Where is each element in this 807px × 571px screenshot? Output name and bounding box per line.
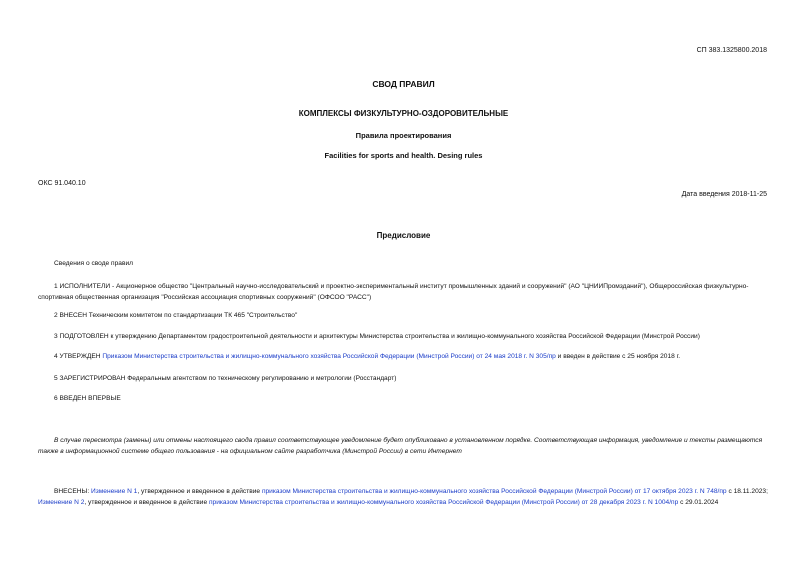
- oks-code: ОКС 91.040.10: [38, 180, 86, 187]
- change-1-date: с 18.11.2023;: [726, 488, 768, 495]
- document-number: СП 383.1325800.2018: [696, 47, 767, 54]
- revision-note: В случае пересмотра (замены) или отмены настоящего свода правил соответствующее уведомление будет опубликовано в установленном порядке. Соответствующая информация, уведомление и тексты размещаются также в информационной системе общего пользования - на официальном сайте разработчика (Минстрой России) в сети Интернет: [38, 437, 763, 455]
- change-2-link[interactable]: Изменение N 2: [38, 499, 85, 506]
- approved-prefix: 4 УТВЕРЖДЕН: [54, 353, 103, 360]
- paragraph-introduced: 2 ВНЕСЕН Техническим комитетом по стандартизации ТК 465 "Строительство": [54, 312, 298, 319]
- order-1-link[interactable]: приказом Министерства строительства и жилищно-коммунального хозяйства Российской Федерации (Минстрой России) от 17 октября 2023 г. N 748/пр: [261, 488, 727, 495]
- changes-paragraph: [38, 486, 771, 508]
- document-title: КОМПЛЕКСЫ ФИЗКУЛЬТУРНО-ОЗДОРОВИТЕЛЬНЫЕ: [298, 109, 509, 118]
- change-2-date: с 29.01.2024: [678, 499, 719, 506]
- document-subtitle: Правила проектирования: [355, 131, 452, 140]
- paragraph-executors: 1 ИСПОЛНИТЕЛИ - Акционерное общество "Центральный научно-исследовательский и проектно-экспериментальный институт промышленных зданий и сооружений" (АО "ЦНИИПромзданий"), Общероссийская физкультурно-спортивная общественная организация "Российская ассоциация спортивных сооружений" (ОФСОО "РАСС"): [38, 283, 749, 301]
- approval-order-link[interactable]: Приказом Министерства строительства и жилищно-коммунального хозяйства Российской Федерации (Минстрой России) от 24 мая 2018 г. N 305/пр: [102, 353, 556, 360]
- introduction-date: Дата введения 2018-11-25: [681, 191, 767, 198]
- approved-suffix: и введен в действие с 25 ноября 2018 г.: [555, 353, 681, 360]
- change-1-link[interactable]: Изменение N 1: [90, 488, 138, 495]
- paragraph-registered: 5 ЗАРЕГИСТРИРОВАН Федеральным агентством по техническому регулированию и метрологии (Росстандарт): [54, 375, 397, 382]
- preface-heading: Предисловие: [376, 231, 431, 240]
- paragraph-prepared: 3 ПОДГОТОВЛЕН к утверждению Департаментом градостроительной деятельности и архитектуры Министерства строительства и жилищно-коммунального хозяйства Российской Федерации (Минстрой России): [54, 333, 700, 340]
- info-heading: Сведения о своде правил: [54, 260, 133, 267]
- change-2-text: , утвержденное и введенное в действие: [84, 499, 209, 506]
- order-2-link[interactable]: приказом Министерства строительства и жилищно-коммунального хозяйства Российской Федерации (Минстрой России) от 28 декабря 2023 г. N 1004/пр: [208, 499, 679, 506]
- changes-prefix: ВНЕСЕНЫ:: [54, 488, 91, 495]
- change-1-text: , утвержденное и введенное в действие: [137, 488, 262, 495]
- document-title-english: Facilities for sports and health. Desing rules: [324, 151, 483, 160]
- paragraph-first-introduced: 6 ВВЕДЕН ВПЕРВЫЕ: [54, 395, 121, 402]
- document-heading: СВОД ПРАВИЛ: [372, 79, 435, 89]
- paragraph-approved: [38, 351, 771, 362]
